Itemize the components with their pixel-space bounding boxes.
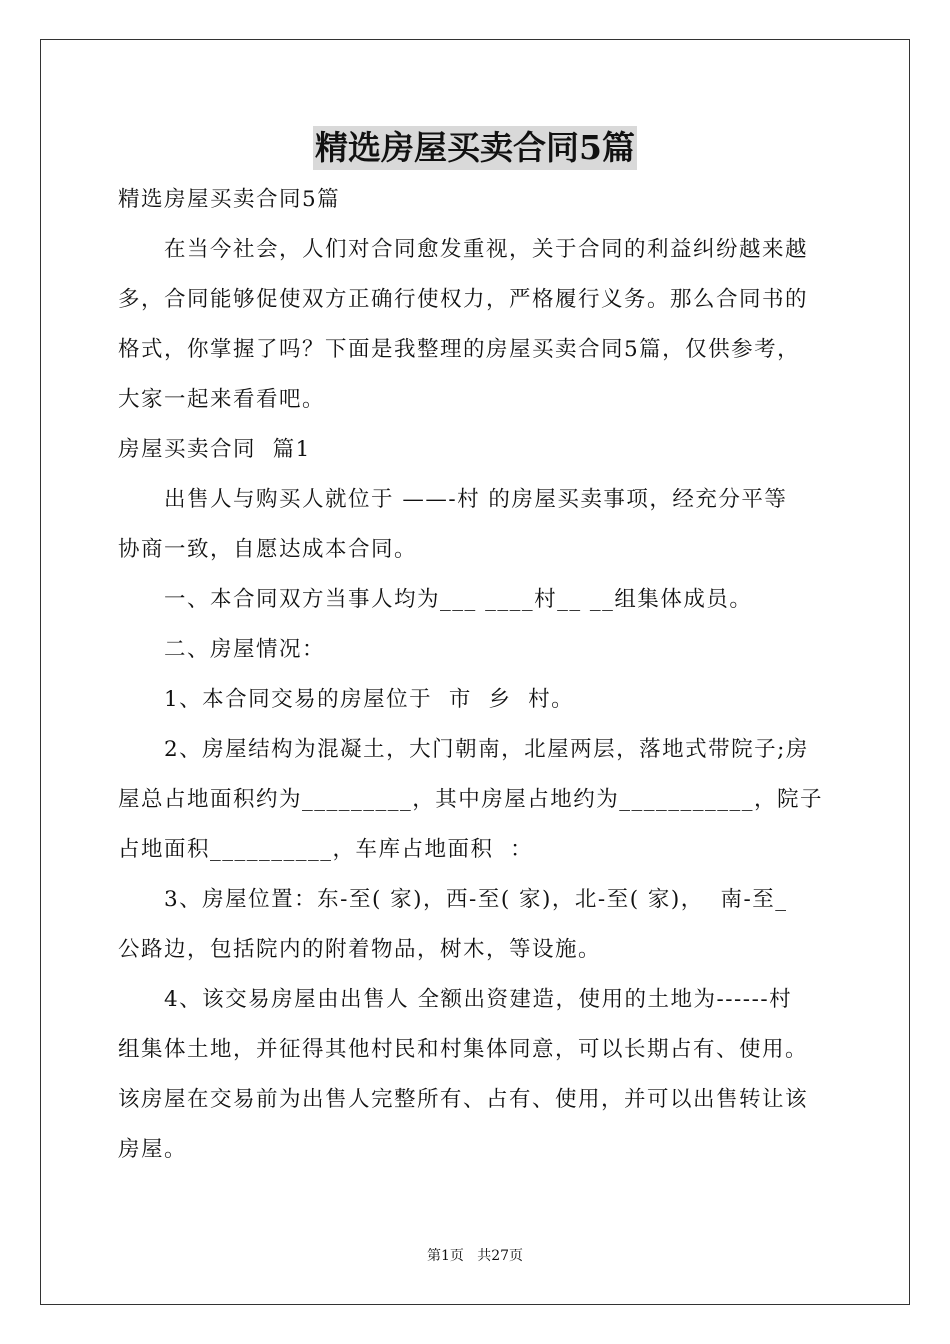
paragraph-line: 屋总占地面积约为_________，其中房屋占地约为___________，院子 <box>118 787 824 812</box>
title-container <box>0 126 950 170</box>
paragraph-line: 2、房屋结构为混凝土，大门朝南，北屋两层，落地式带院子;房 <box>164 737 809 762</box>
section-heading: 房屋买卖合同 篇1 <box>118 437 311 462</box>
document-title: 精选房屋买卖合同5篇 <box>313 126 637 170</box>
paragraph-line: 公路边，包括院内的附着物品，树木，等设施。 <box>118 937 602 962</box>
paragraph-line: 多，合同能够促使双方正确行使权力，严格履行义务。那么合同书的 <box>118 287 809 312</box>
paragraph-line: 房屋。 <box>118 1137 188 1162</box>
document-subtitle: 精选房屋买卖合同5篇 <box>118 187 341 212</box>
paragraph-line: 格式，你掌握了吗？下面是我整理的房屋买卖合同5篇，仅供参考， <box>118 337 801 362</box>
paragraph-line: 二、房屋情况： <box>164 637 326 662</box>
page-footer: 第1页 共27页 <box>426 1248 524 1264</box>
paragraph-line: 在当今社会，人们对合同愈发重视，关于合同的利益纠纷越来越 <box>164 237 809 262</box>
paragraph-line: 4、该交易房屋由出售人 全额出资建造，使用的土地为------村 <box>164 987 793 1012</box>
paragraph-line: 占地面积__________，车库占地面积 ： <box>118 837 534 862</box>
paragraph-line: 大家一起来看看吧。 <box>118 387 326 412</box>
paragraph-line: 1、本合同交易的房屋位于 市 乡 村。 <box>164 687 575 712</box>
paragraph-line: 组集体土地，并征得其他村民和村集体同意，可以长期占有、使用。 <box>118 1037 809 1062</box>
paragraph-line: 出售人与购买人就位于 ——-村 的房屋买卖事项，经充分平等 <box>164 487 788 512</box>
paragraph-line: 一、本合同双方当事人均为___ ____村__ __组集体成员。 <box>164 587 753 612</box>
paragraph-line: 协商一致，自愿达成本合同。 <box>118 537 418 562</box>
paragraph-line: 该房屋在交易前为出售人完整所有、占有、使用，并可以出售转让该 <box>118 1087 809 1112</box>
page-border <box>40 39 910 1305</box>
paragraph-line: 3、房屋位置：东-至( 家)，西-至( 家)，北-至( 家)， 南-至_ <box>164 887 788 912</box>
